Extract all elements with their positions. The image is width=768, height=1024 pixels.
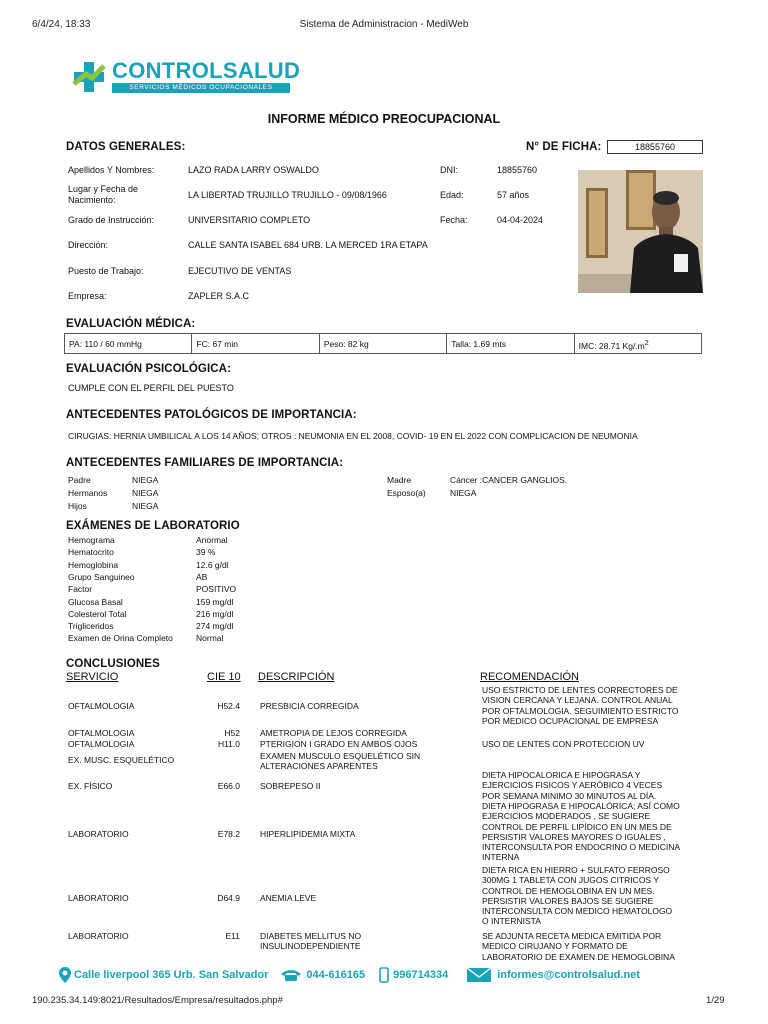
vital-imc-sup: 2 xyxy=(644,339,649,347)
lab-test-name: Hematocrito xyxy=(68,547,114,558)
conclusion-description xyxy=(260,739,417,749)
vital-pa: PA: 110 / 60 mmHg xyxy=(65,334,192,353)
conclusion-description xyxy=(260,781,320,791)
family-esposo-label: Esposo(a) xyxy=(387,488,426,498)
lab-test-value: AB xyxy=(196,571,208,582)
conclusion-description-line: ANEMIA LEVE xyxy=(260,893,317,903)
address-label: Dirección: xyxy=(68,240,109,250)
recommendation-line: USO DE LENTES CON PROTECCION UV xyxy=(482,739,645,749)
conclusion-description-line: PTERIGION I GRADO EN AMBOS OJOS xyxy=(260,739,418,749)
print-url: 190.235.34.149:8021/Resultados/Empresa/resultados.php# xyxy=(32,995,283,1006)
recommendation-line: CONTROL DE HEMOGLOBINA EN UN MES. xyxy=(482,885,655,896)
conclusion-description xyxy=(260,829,355,839)
mobile-phone-icon xyxy=(379,967,389,983)
name-value: LAZO RADA LARRY OSWALDO xyxy=(188,165,319,175)
brand-tagline: SERVICIOS MÉDICOS OCUPACIONALES xyxy=(112,83,290,93)
conclusion-service: EX. FÍSICO xyxy=(68,781,113,791)
conclusion-cie-code: E11 xyxy=(225,931,240,941)
family-padre-value: NIEGA xyxy=(132,475,159,485)
recommendation-line: POR MEDICO OCUPACIONAL DE EMPRESA xyxy=(482,715,659,726)
general-heading: DATOS GENERALES: xyxy=(66,141,186,153)
lab-test-value: Normal xyxy=(196,633,224,644)
recommendation-line: LABORATORIO DE EXAMEN DE HEMOGLOBINA xyxy=(482,951,675,962)
conclusion-description xyxy=(260,701,359,711)
conclusion-cie-code: H52.4 xyxy=(217,701,240,711)
conclusion-service: EX. MUSC. ESQUELÉTICO xyxy=(68,755,175,765)
conclusion-description xyxy=(260,931,361,952)
recommendation-block xyxy=(482,739,707,749)
pathological-heading: ANTECEDENTES PATOLÓGICOS DE IMPORTANCIA: xyxy=(66,409,357,421)
birth-label xyxy=(68,184,138,205)
email-envelope-icon xyxy=(466,967,492,983)
family-esposo-value: NIEGA xyxy=(450,488,477,498)
family-hijos-value: NIEGA xyxy=(132,501,159,511)
conclusion-cie-code: E78.2 xyxy=(217,829,240,839)
medical-cross-icon xyxy=(72,60,106,94)
recommendation-line: PERSISTIR VALORES MAYORES O IGUALES , xyxy=(482,831,666,842)
contact-footer xyxy=(58,964,670,986)
recommendation-line: USO ESTRICTO DE LENTES CORRECTORES DE xyxy=(482,685,678,695)
brand-logo xyxy=(72,58,302,98)
recommendation-block xyxy=(482,931,707,962)
col-cie-header: CIE 10 xyxy=(207,671,241,683)
print-page-count: 1/29 xyxy=(706,995,725,1006)
conclusion-service: OFTALMOLOGIA xyxy=(68,701,135,711)
psych-eval-heading: EVALUACIÓN PSICOLÓGICA: xyxy=(66,363,232,375)
psych-eval-text: CUMPLE CON EL PERFIL DEL PUESTO xyxy=(68,383,234,393)
recommendation-line: O INTERNISTA xyxy=(482,916,541,927)
date-value: 04-04-2024 xyxy=(497,215,544,225)
conclusion-description xyxy=(260,893,316,903)
family-hermanos-value: NIEGA xyxy=(132,488,159,498)
lab-test-name: Trigliceridos xyxy=(68,621,114,632)
conclusion-description-line: HIPERLIPIDEMIA MIXTA xyxy=(260,829,356,839)
conclusions-heading: CONCLUSIONES xyxy=(66,658,160,670)
recommendation-block xyxy=(482,685,707,726)
family-padre-label: Padre xyxy=(68,475,91,485)
lab-test-value: 12.6 g/dl xyxy=(196,559,229,570)
lab-test-name: Hemograma xyxy=(68,535,115,545)
phone-icon xyxy=(280,968,302,982)
conclusion-service: LABORATORIO xyxy=(68,829,129,839)
conclusion-description-line: SOBREPESO II xyxy=(260,781,321,791)
conclusion-description-line: DIABETES MELLITUS NO xyxy=(260,931,362,941)
footer-mobile: 996714334 xyxy=(393,969,449,981)
birth-value: LA LIBERTAD TRUJILLO TRUJILLO - 09/08/1966 xyxy=(188,190,387,200)
vitals-table xyxy=(64,333,702,354)
recommendation-line: MEDICO CIRUJANO Y FORMATO DE xyxy=(482,941,628,952)
dni-value: 18855760 xyxy=(497,165,538,175)
conclusion-cie-code: H52 xyxy=(224,728,240,738)
lab-test-name: Examen de Orina Completo xyxy=(68,633,173,644)
col-desc-header: DESCRIPCIÓN xyxy=(258,671,335,683)
conclusion-service: LABORATORIO xyxy=(68,893,129,903)
education-label: Grado de Instrucción: xyxy=(68,215,155,225)
footer-address: Calle liverpool 365 Urb. San Salvador xyxy=(74,969,269,981)
vital-talla: Talla: 1.69 mts xyxy=(447,334,574,353)
ficha-label: N° DE FICHA: xyxy=(526,141,602,153)
lab-test-value: 159 mg/dl xyxy=(196,596,234,607)
conclusion-cie-code: E66.0 xyxy=(217,781,240,791)
recommendation-block xyxy=(482,770,707,801)
conclusion-cie-code: H11.0 xyxy=(217,739,240,749)
pathological-text: CIRUGIAS: HERNIA UMBILICAL A LOS 14 AÑOS; OTROS : NEUMONIA EN EL 2008, COVID- 19 EN EL 2022 CON COMPLICACION DE NEUMONIA xyxy=(68,431,638,441)
company-value: ZAPLER S.A.C xyxy=(188,291,250,301)
address-value: CALLE SANTA ISABEL 684 URB. LA MERCED 1RA ETAPA xyxy=(188,240,428,250)
conclusion-description-line: AMETROPIA DE LEJOS CORREGIDA xyxy=(260,728,407,738)
report-title: INFORME MÉDICO PREOCUPACIONAL xyxy=(267,112,501,126)
recommendation-line: EJERCICIOS MODERADOS , SE SUGIERE xyxy=(482,811,651,822)
recommendation-line: EJERCICIOS FISICOS Y AERÓBICO 4 VECES xyxy=(482,780,663,791)
lab-test-name: Glucosa Basal xyxy=(68,596,123,607)
lab-test-value: 274 mg/dl xyxy=(196,621,234,632)
family-heading: ANTECEDENTES FAMILIARES DE IMPORTANCIA: xyxy=(66,457,344,469)
lab-test-value: POSITIVO xyxy=(196,584,237,595)
conclusion-description-line: PRESBICIA CORREGIDA xyxy=(260,701,359,711)
recommendation-block xyxy=(482,801,707,863)
vital-peso: Peso: 82 kg xyxy=(320,334,447,353)
job-value: EJECUTIVO DE VENTAS xyxy=(188,266,292,276)
footer-phone: 044-616165 xyxy=(306,969,366,981)
recommendation-line: SE ADJUNTA RECETA MEDICA EMITIDA POR xyxy=(482,931,662,941)
family-hermanos-label: Hermanos xyxy=(68,488,108,498)
lab-test-name: Grupo Sanguineo xyxy=(68,571,135,582)
vital-imc xyxy=(575,334,701,353)
recommendation-line: INTERCONSULTA POR ENDOCRINO O MEDICINA xyxy=(482,842,681,853)
conclusion-description xyxy=(260,751,420,772)
conclusion-service: OFTALMOLOGIA xyxy=(68,728,135,738)
family-madre-value: Cáncer :CANCER GANGLIOS. xyxy=(450,475,568,485)
job-label: Puesto de Trabajo: xyxy=(68,266,144,276)
lab-heading: EXÁMENES DE LABORATORIO xyxy=(66,520,240,532)
birth-label-line-2: Nacimiento: xyxy=(68,194,116,205)
lab-test-name: Colesterol Total xyxy=(68,608,127,619)
conclusion-cie-code: D64.9 xyxy=(217,893,240,903)
recommendation-block xyxy=(482,865,707,927)
lab-test-value: 216 mg/dl xyxy=(196,608,234,619)
age-label: Edad: xyxy=(440,190,464,200)
ficha-value: 18855760 xyxy=(607,140,703,154)
lab-test-name: Hemoglobina xyxy=(68,559,119,570)
col-service-header: SERVICIO xyxy=(66,671,119,683)
col-rec-header: RECOMENDACIÓN xyxy=(480,671,580,683)
recommendation-line: POR SEMANA MINIMO 30 MINUTOS AL DÍA. xyxy=(482,790,657,801)
location-pin-icon xyxy=(58,966,72,984)
recommendation-line: 300MG 1 TABLETA CON JUGOS CITRICOS Y xyxy=(482,875,659,886)
conclusion-description xyxy=(260,728,407,738)
vital-imc-value: IMC: 28.71 Kg/.m xyxy=(578,340,645,351)
recommendation-line: POR OFTALMOLOGIA. SEGUIMIENTO ESTRICTO xyxy=(482,705,679,716)
conclusion-service: LABORATORIO xyxy=(68,931,129,941)
footer-email[interactable]: informes@controlsalud.net xyxy=(497,969,640,981)
dni-label: DNI: xyxy=(440,165,458,175)
vital-fc: FC: 67 min xyxy=(192,334,319,353)
name-label: Apellidos Y Nombres: xyxy=(68,165,155,175)
conclusion-description-line: EXAMEN MUSCULO ESQUELÉTICO SIN xyxy=(260,751,421,761)
conclusion-description-line: ALTERACIONES APARENTES xyxy=(260,761,378,772)
print-datetime: 6/4/24, 18:33 xyxy=(32,19,91,30)
education-value: UNIVERSITARIO COMPLETO xyxy=(188,215,311,225)
lab-test-value: Anormal xyxy=(196,535,228,545)
company-label: Empresa: xyxy=(68,291,107,301)
recommendation-line: VISION CERCANA Y LEJANA. CONTROL ANUAL xyxy=(482,695,673,706)
recommendation-line: INTERNA xyxy=(482,852,520,863)
family-hijos-label: Hijos xyxy=(68,501,87,511)
recommendation-line: INTERCONSULTA CON MEDICO HEMATOLOGO xyxy=(482,906,673,917)
recommendation-line: DIETA RICA EN HIERRO + SULFATO FERROSO xyxy=(482,865,670,875)
brand-name: CONTROLSALUD xyxy=(112,58,301,83)
recommendation-line: DIETA HIPOCALORICA E HIPOGRASA Y xyxy=(482,770,641,780)
conclusion-description-line: INSULINODEPENDIENTE xyxy=(260,941,361,952)
medical-eval-heading: EVALUACIÓN MÉDICA: xyxy=(66,318,196,330)
recommendation-line: CONTROL DE PERFIL LIPÍDICO EN UN MES DE xyxy=(482,821,672,832)
recommendation-line: DIETA HIPOGRASA E HIPOCALÓRICA; ASÍ COMO xyxy=(482,801,680,811)
patient-photo xyxy=(578,170,703,293)
lab-test-value: 39 % xyxy=(196,547,216,558)
age-value: 57 años xyxy=(497,190,530,200)
family-madre-label: Madre xyxy=(387,475,412,485)
birth-label-line-1: Lugar y Fecha de xyxy=(68,184,139,194)
conclusion-service: OFTALMOLOGIA xyxy=(68,739,135,749)
recommendation-line: PERSISTIR VALORES BAJOS SE SUGIERE xyxy=(482,895,654,906)
lab-test-name: Factor xyxy=(68,584,93,595)
print-page-title: Sistema de Administracion - MediWeb xyxy=(299,19,469,30)
date-label: Fecha: xyxy=(440,215,468,225)
